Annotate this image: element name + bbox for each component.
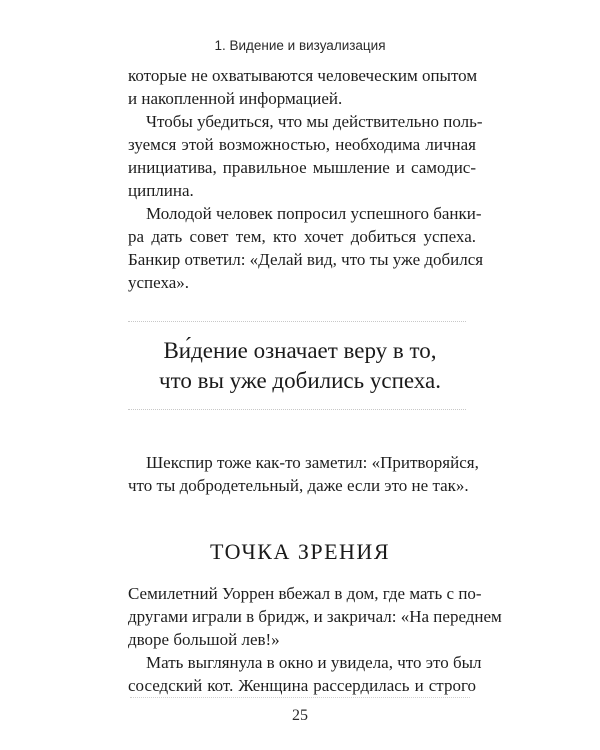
text-line: зуемся этой возможностью, необходима личная xyxy=(128,135,476,154)
footer-divider xyxy=(130,697,470,698)
pull-quote-line: Ви́дение означает веру в то, xyxy=(163,338,437,363)
text-line: Молодой человек попросил успешного банки- xyxy=(146,204,482,223)
text-line: Мать выглянула в окно и увидела, что это был xyxy=(146,653,482,672)
text-line: которые не охватываются человеческим опытом xyxy=(128,66,478,85)
text-line: другами играли в бридж, и закричал: «На переднем xyxy=(128,607,502,626)
text-line: что ты добродетельный, даже если это не так». xyxy=(128,476,469,495)
text-line: Чтобы убедиться, что мы действительно поль- xyxy=(146,112,483,131)
text-line: дворе большой лев!» xyxy=(128,630,280,649)
text-line: ра дать совет тем, кто хочет добиться успеха. xyxy=(128,227,476,246)
text-line: и накопленной информацией. xyxy=(128,89,343,108)
pull-quote xyxy=(0,336,600,396)
text-line: инициатива, правильное мышление и самодис- xyxy=(128,158,476,177)
paragraph-block-1 xyxy=(128,64,484,294)
text-line: Шекспир тоже как-то заметил: «Притворяйся, xyxy=(146,453,479,472)
pull-quote-line: что вы уже добились успеха. xyxy=(159,368,441,393)
text-line: Семилетний Уоррен вбежал в дом, где мать с по- xyxy=(128,584,482,603)
text-line: Банкир ответил: «Делай вид, что ты уже добился xyxy=(128,250,484,269)
pull-quote-bottom-divider xyxy=(128,409,466,410)
paragraph-block-3 xyxy=(128,582,502,697)
text-line: соседский кот. Женщина рассердилась и строго xyxy=(128,676,476,695)
text-line: циплина. xyxy=(128,181,194,200)
text-line: успеха». xyxy=(128,273,190,292)
page-number: 25 xyxy=(292,707,308,724)
running-head: 1. Видение и визуализация xyxy=(214,38,386,53)
section-heading: ТОЧКА ЗРЕНИЯ xyxy=(210,539,390,564)
pull-quote-top-divider xyxy=(128,321,466,322)
paragraph-block-2 xyxy=(128,451,479,497)
